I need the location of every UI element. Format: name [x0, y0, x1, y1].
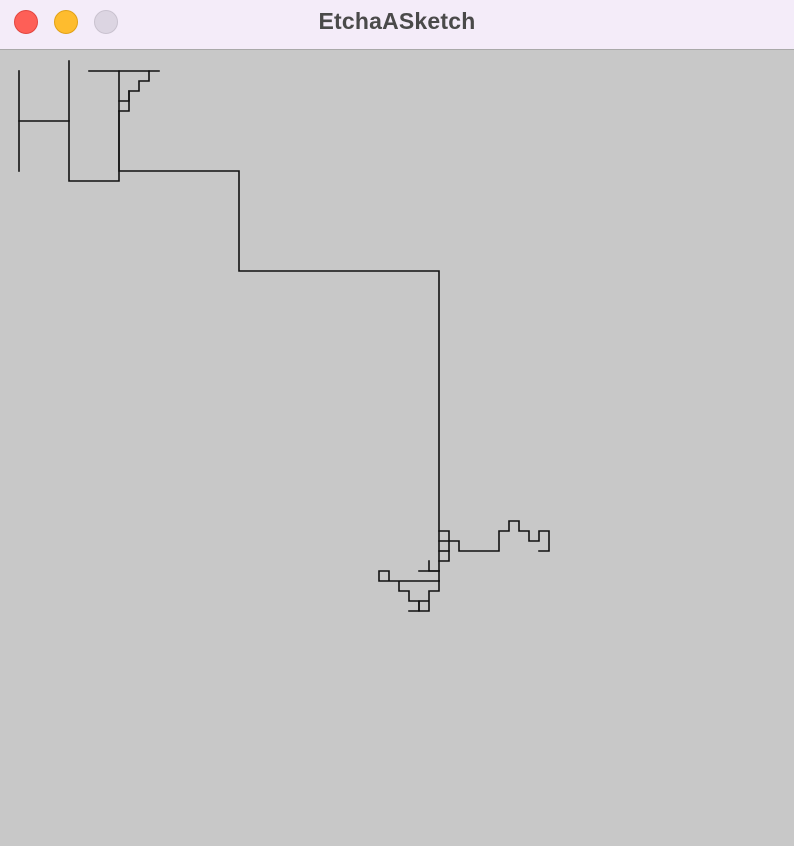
sketch-line: [119, 111, 439, 581]
sketch-line: [439, 531, 449, 561]
sketch-line: [419, 581, 439, 611]
window-title: EtchaASketch: [318, 8, 476, 34]
sketch-line: [439, 521, 549, 551]
sketch-drawing: [0, 50, 794, 846]
drawing-canvas[interactable]: [0, 50, 794, 846]
sketch-line: [69, 61, 119, 181]
sketch-line: [119, 71, 149, 101]
sketch-line: [429, 561, 439, 571]
title-bar[interactable]: [0, 0, 794, 50]
